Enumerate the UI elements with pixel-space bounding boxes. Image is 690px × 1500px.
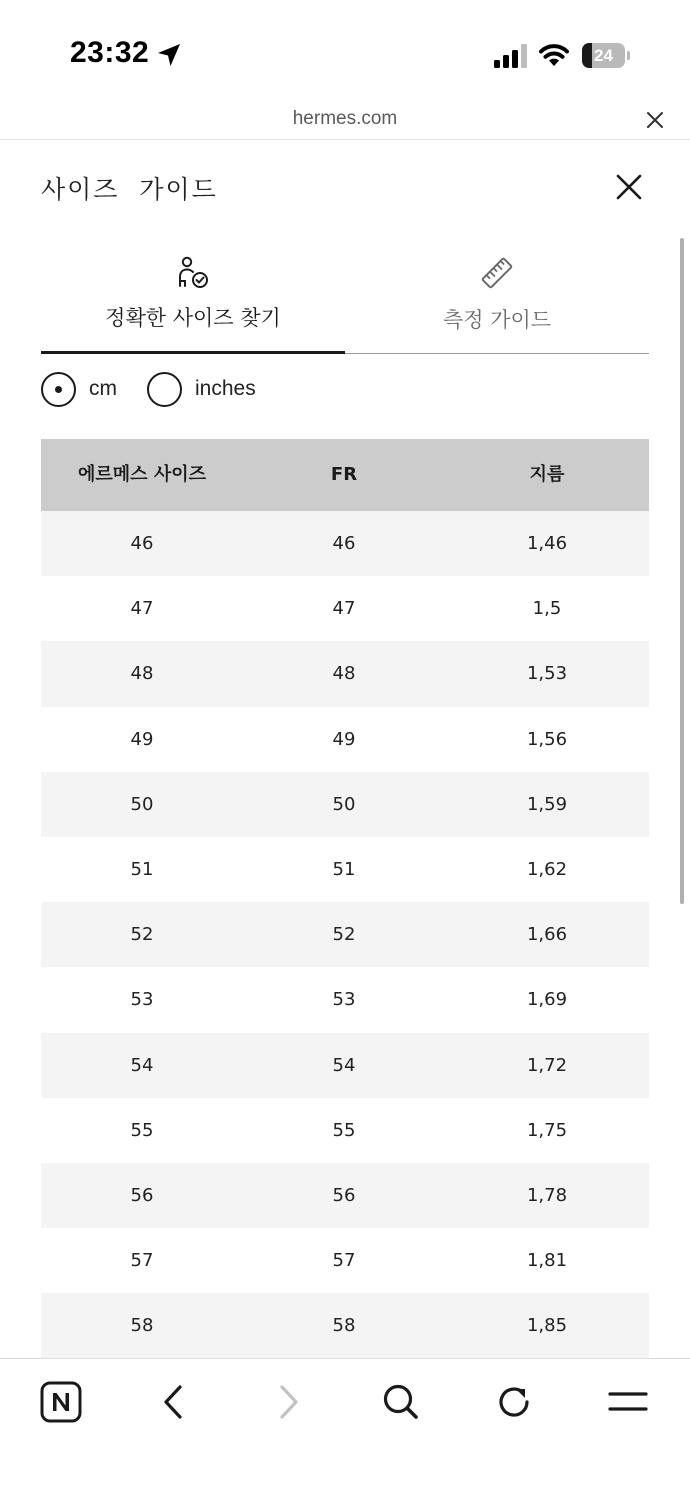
location-arrow-icon — [156, 42, 182, 68]
table-row — [41, 967, 649, 1032]
menu-icon — [608, 1387, 648, 1417]
cell-diameter: 1,72 — [526, 1054, 568, 1076]
table-row — [41, 576, 649, 641]
column-header: FR — [330, 464, 358, 485]
battery-indicator — [582, 43, 630, 68]
table-row — [41, 641, 649, 706]
cell-fr: 56 — [332, 1184, 356, 1206]
table-row — [41, 902, 649, 967]
cell-hermes-size: 56 — [130, 1184, 154, 1206]
cell-diameter: 1,78 — [526, 1184, 568, 1206]
url-text[interactable]: hermes.com — [292, 108, 398, 129]
cell-diameter: 1,66 — [526, 924, 568, 946]
cell-diameter: 1,69 — [526, 989, 568, 1011]
back-button[interactable] — [149, 1377, 199, 1427]
radio-circle[interactable] — [147, 372, 182, 407]
column-header: 에르메스 사이즈 — [78, 464, 206, 485]
reload-button[interactable] — [489, 1377, 539, 1427]
scrollbar[interactable] — [680, 238, 684, 904]
cell-diameter: 1,5 — [532, 598, 562, 620]
cell-hermes-size: 58 — [130, 1315, 154, 1337]
unit-selector — [41, 372, 341, 408]
cell-fr: 46 — [332, 533, 356, 554]
ruler-icon — [479, 256, 515, 290]
tab-label: 측정 가이드 — [442, 308, 552, 332]
cell-diameter: 1,59 — [526, 793, 568, 815]
cell-hermes-size: 57 — [130, 1250, 154, 1272]
cell-diameter: 1,53 — [526, 663, 568, 685]
battery-body — [582, 43, 625, 68]
cell-hermes-size: 55 — [130, 1119, 154, 1141]
battery-level: 24 — [594, 46, 613, 65]
cell-diameter: 1,56 — [526, 728, 568, 750]
cell-hermes-size: 50 — [130, 793, 154, 815]
table-row — [41, 707, 649, 772]
forward-icon — [273, 1384, 303, 1420]
wifi-icon — [538, 42, 570, 68]
cell-diameter: 1,75 — [526, 1119, 568, 1141]
cellular-signal-icon — [494, 44, 528, 68]
cell-hermes-size: 54 — [130, 1054, 154, 1076]
table-row — [41, 772, 649, 837]
search-icon — [381, 1382, 421, 1422]
close-icon[interactable] — [645, 110, 665, 130]
cell-fr: 54 — [332, 1054, 356, 1076]
cell-fr: 48 — [332, 663, 356, 685]
cell-diameter: 1,85 — [526, 1315, 568, 1337]
cell-fr: 55 — [332, 1119, 356, 1141]
radio-label: cm — [89, 377, 117, 400]
naver-home-icon — [40, 1381, 82, 1423]
cell-fr: 50 — [332, 793, 356, 815]
cell-fr: 52 — [332, 924, 356, 946]
table-row — [41, 1098, 649, 1163]
table-row — [41, 1228, 649, 1293]
status-time: 23:32 — [70, 36, 150, 69]
cell-fr: 57 — [332, 1250, 356, 1272]
cell-hermes-size: 49 — [130, 728, 154, 750]
cell-hermes-size: 51 — [130, 858, 154, 880]
cell-diameter: 1,81 — [526, 1250, 568, 1272]
table-body — [41, 511, 649, 1358]
reload-icon — [494, 1382, 534, 1422]
radio-circle-selected[interactable] — [41, 372, 76, 407]
back-icon — [159, 1384, 189, 1420]
battery-tip — [627, 51, 630, 60]
radio-label: inches — [195, 377, 256, 400]
tab-measure-guide[interactable] — [345, 250, 649, 354]
browser-toolbar — [0, 1358, 690, 1500]
table-header — [41, 439, 649, 511]
cell-fr: 58 — [332, 1315, 356, 1337]
cell-hermes-size: 46 — [130, 533, 154, 554]
close-icon[interactable] — [614, 172, 644, 202]
status-bar — [0, 0, 690, 100]
table-row — [41, 1163, 649, 1228]
cell-hermes-size: 48 — [130, 663, 154, 685]
tab-find-size[interactable] — [41, 250, 345, 354]
cell-fr: 51 — [332, 858, 356, 880]
size-table — [41, 439, 649, 1358]
cell-hermes-size: 53 — [130, 989, 154, 1011]
table-row — [41, 1293, 649, 1358]
cell-fr: 47 — [332, 598, 356, 620]
modal-title: 사이즈 가이드 — [41, 175, 218, 204]
table-row — [41, 837, 649, 902]
forward-button[interactable] — [263, 1377, 313, 1427]
tab-label: 정확한 사이즈 찾기 — [105, 306, 281, 330]
menu-button[interactable] — [603, 1377, 653, 1427]
table-row — [41, 1033, 649, 1098]
browser-url-bar[interactable] — [0, 100, 690, 140]
search-button[interactable] — [376, 1377, 426, 1427]
cell-hermes-size: 47 — [130, 598, 154, 620]
cell-diameter: 1,62 — [526, 858, 568, 880]
cell-hermes-size: 52 — [130, 924, 154, 946]
radio-dot — [55, 386, 62, 393]
size-guide-tabs — [41, 250, 649, 354]
cell-diameter: 1,46 — [526, 533, 568, 554]
column-header: 지름 — [529, 464, 565, 485]
naver-home-button[interactable] — [36, 1377, 86, 1427]
cell-fr: 53 — [332, 989, 356, 1011]
person-check-icon — [175, 256, 211, 290]
table-row — [41, 511, 649, 576]
cell-fr: 49 — [332, 728, 356, 750]
